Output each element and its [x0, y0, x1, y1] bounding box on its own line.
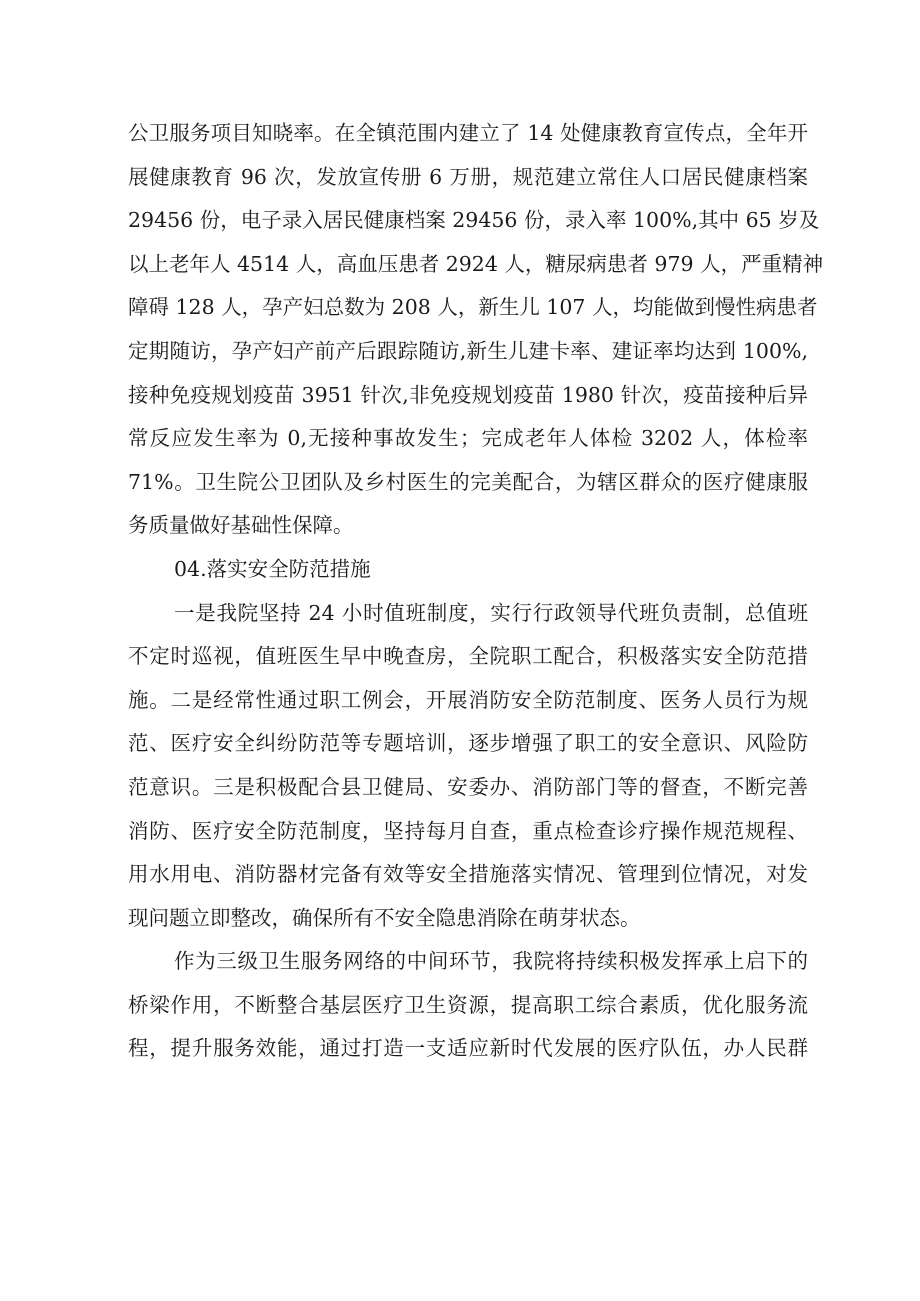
- text-line: 展健康教育 96 次，发放宣传册 6 万册，规范建立常住人口居民健康档案: [128, 164, 808, 189]
- text-line: 范意识。三是积极配合县卫健局、安委办、消防部门等的督查，不断完善: [128, 774, 808, 799]
- text-line: 施。二是经常性通过职工例会，开展消防安全防范制度、医务人员行为规: [128, 687, 808, 712]
- text-line: 障碍 128 人，孕产妇总数为 208 人，新生儿 107 人，均能做到慢性病患者: [128, 295, 818, 320]
- text-line: 71%。卫生院公卫团队及乡村医生的完美配合，为辖区群众的医疗健康服: [128, 469, 808, 494]
- section-heading: 04.落实安全防范措施: [174, 556, 371, 581]
- text-line: 接种免疫规划疫苗 3951 针次,非免疫规划疫苗 1980 针次，疫苗接种后异: [128, 382, 808, 407]
- text-line: 务质量做好基础性保障。: [128, 513, 354, 538]
- text-line: 消防、医疗安全防范制度，坚持每月自查，重点检查诊疗操作规范规程、: [128, 818, 808, 843]
- text-line: 一是我院坚持 24 小时值班制度，实行行政领导代班负责制，总值班: [174, 600, 808, 625]
- text-line: 常反应发生率为 0,无接种事故发生；完成老年人体检 3202 人，体检率: [128, 426, 808, 451]
- text-line: 以上老年人 4514 人，高血压患者 2924 人，糖尿病患者 979 人，严重精神: [128, 251, 824, 276]
- text-line: 现问题立即整改，确保所有不安全隐患消除在萌芽状态。: [128, 905, 641, 930]
- text-line: 桥梁作用，不断整合基层医疗卫生资源，提高职工综合素质，优化服务流: [128, 992, 808, 1017]
- text-line: 29456 份，电子录入居民健康档案 29456 份，录入率 100%,其中 65 岁及: [128, 208, 820, 233]
- body-text: [128, 112, 824, 1071]
- text-line: 用水用电、消防器材完备有效等安全措施落实情况、管理到位情况，对发: [128, 862, 808, 887]
- text-line: 作为三级卫生服务网络的中间环节，我院将持续积极发挥承上启下的: [174, 949, 808, 974]
- text-line: 公卫服务项目知晓率。在全镇范围内建立了 14 处健康教育宣传点，全年开: [128, 121, 808, 145]
- text-line: 定期随访，孕产妇产前产后跟踪随访,新生儿建卡率、建证率均达到 100%,: [128, 338, 808, 363]
- text-line: 不定时巡视，值班医生早中晚查房，全院职工配合，积极落实安全防范措: [128, 644, 808, 669]
- text-line: 范、医疗安全纠纷防范等专题培训，逐步增强了职工的安全意识、风险防: [128, 731, 808, 756]
- text-line: 程，提升服务效能，通过打造一支适应新时代发展的医疗队伍，办人民群: [128, 1036, 808, 1061]
